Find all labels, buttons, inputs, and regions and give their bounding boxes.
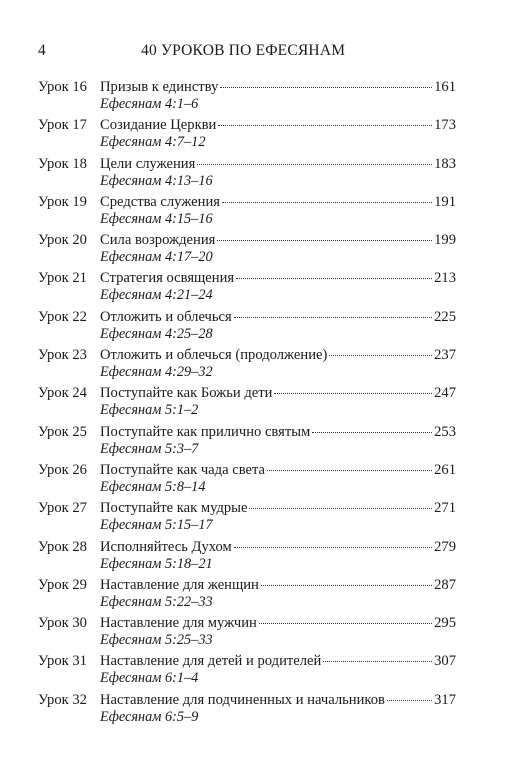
page-reference: 213 [434, 270, 456, 287]
toc-entry [38, 462, 456, 500]
toc-entry-line [100, 117, 456, 134]
scripture-reference: Ефесянам 4:13–16 [100, 172, 213, 189]
dot-leader [220, 87, 432, 88]
lesson-number: Урок 28 [38, 538, 87, 555]
lesson-title: Стратегия освящения [100, 270, 235, 287]
scripture-reference: Ефесянам 5:22–33 [100, 593, 213, 610]
table-of-contents [38, 79, 456, 730]
page-reference: 191 [434, 193, 456, 210]
dot-leader [197, 164, 432, 165]
dot-leader [234, 317, 432, 318]
dot-leader [222, 202, 432, 203]
lesson-title: Отложить и облечься [100, 308, 232, 325]
lesson-number: Урок 20 [38, 232, 87, 249]
toc-entry-line [100, 385, 456, 402]
page-reference: 287 [434, 576, 456, 593]
lesson-number: Урок 24 [38, 385, 87, 402]
lesson-number: Урок 31 [38, 653, 87, 670]
dot-leader [274, 393, 432, 394]
page-reference: 295 [434, 615, 456, 632]
page-number: 4 [38, 42, 46, 59]
toc-entry-line [100, 692, 456, 709]
scripture-reference: Ефесянам 4:1–6 [100, 96, 199, 112]
toc-entry [38, 653, 456, 691]
page-reference: 261 [434, 461, 456, 478]
lesson-number: Урок 22 [38, 308, 87, 325]
page-reference: 271 [434, 500, 456, 517]
lesson-number: Урок 32 [38, 691, 87, 708]
lesson-title: Средства служения [100, 193, 220, 210]
toc-entry [38, 79, 456, 117]
lesson-number: Урок 30 [38, 615, 87, 632]
lesson-title: Призыв к единству [100, 79, 219, 95]
toc-entry-line [100, 539, 456, 556]
toc-entry-line [100, 270, 456, 287]
lesson-title: Отложить и облечься (продолжение) [100, 347, 328, 364]
scripture-reference: Ефесянам 4:15–16 [100, 210, 213, 227]
dot-leader [261, 585, 432, 586]
page-reference: 307 [434, 653, 456, 670]
page-reference: 225 [434, 308, 456, 325]
dot-leader [387, 700, 432, 701]
toc-entry-line [100, 309, 456, 326]
toc-entry [38, 424, 456, 462]
lesson-number: Урок 19 [38, 193, 87, 210]
scripture-reference: Ефесянам 6:1–4 [100, 670, 199, 687]
dot-leader [249, 508, 432, 509]
toc-entry-line [100, 653, 456, 670]
dot-leader [323, 661, 432, 662]
lesson-title: Поступайте как прилично святым [100, 423, 311, 440]
dot-leader [267, 470, 432, 471]
lesson-number: Урок 25 [38, 423, 87, 440]
lesson-number: Урок 16 [38, 79, 87, 95]
toc-entry [38, 232, 456, 270]
page-reference: 183 [434, 155, 456, 172]
scripture-reference: Ефесянам 5:18–21 [100, 555, 213, 572]
lesson-number: Урок 17 [38, 117, 87, 134]
toc-entry-line [100, 462, 456, 479]
toc-entry-line [100, 424, 456, 441]
page-reference: 253 [434, 423, 456, 440]
dot-leader [234, 547, 432, 548]
lesson-title: Поступайте как чада света [100, 461, 266, 478]
dot-leader [259, 623, 432, 624]
lesson-number: Урок 26 [38, 461, 87, 478]
lesson-number: Урок 27 [38, 500, 87, 517]
toc-entry-line [100, 577, 456, 594]
scripture-reference: Ефесянам 4:25–28 [100, 325, 213, 342]
toc-entry [38, 194, 456, 232]
lesson-title: Цели служения [100, 155, 196, 172]
lesson-title: Поступайте как мудрые [100, 500, 248, 517]
toc-entry-line [100, 156, 456, 173]
toc-entry [38, 309, 456, 347]
lesson-number: Урок 29 [38, 576, 87, 593]
toc-entry [38, 385, 456, 423]
toc-entry [38, 539, 456, 577]
toc-entry [38, 500, 456, 538]
toc-entry [38, 577, 456, 615]
toc-entry [38, 270, 456, 308]
toc-entry-line [100, 347, 456, 364]
scripture-reference: Ефесянам 4:17–20 [100, 249, 213, 266]
lesson-number: Урок 18 [38, 155, 87, 172]
scripture-reference: Ефесянам 4:7–12 [100, 134, 206, 151]
page-reference: 237 [434, 347, 456, 364]
dot-leader [312, 432, 432, 433]
toc-entry [38, 156, 456, 194]
toc-entry-line [100, 232, 456, 249]
lesson-title: Созидание Церкви [100, 117, 217, 134]
page-reference: 161 [434, 79, 456, 95]
page-header [38, 42, 467, 66]
toc-entry-line [100, 194, 456, 211]
toc-entry-line [100, 615, 456, 632]
page-reference: 247 [434, 385, 456, 402]
dot-leader [218, 125, 432, 126]
page-reference: 173 [434, 117, 456, 134]
running-title: 40 УРОКОВ ПО ЕФЕСЯНАМ [141, 42, 346, 59]
lesson-title: Наставление для мужчин [100, 615, 257, 632]
toc-entry [38, 117, 456, 155]
scripture-reference: Ефесянам 4:29–32 [100, 364, 213, 381]
toc-entry [38, 347, 456, 385]
lesson-title: Исполняйтесь Духом [100, 538, 232, 555]
toc-entry-line [100, 79, 456, 96]
page-reference: 199 [434, 232, 456, 249]
toc-entry-line [100, 500, 456, 517]
lesson-title: Наставление для подчиненных и начальников [100, 691, 385, 708]
toc-entry [38, 615, 456, 653]
scripture-reference: Ефесянам 6:5–9 [100, 708, 199, 725]
lesson-title: Сила возрождения [100, 232, 216, 249]
scripture-reference: Ефесянам 5:25–33 [100, 632, 213, 649]
lesson-number: Урок 23 [38, 347, 87, 364]
scripture-reference: Ефесянам 5:3–7 [100, 440, 199, 457]
lesson-title: Поступайте как Божьи дети [100, 385, 273, 402]
page-reference: 279 [434, 538, 456, 555]
scripture-reference: Ефесянам 5:8–14 [100, 478, 206, 495]
page-reference: 317 [434, 691, 456, 708]
toc-entry [38, 692, 456, 730]
scripture-reference: Ефесянам 5:15–17 [100, 517, 213, 534]
dot-leader [329, 355, 432, 356]
dot-leader [236, 278, 432, 279]
scripture-reference: Ефесянам 5:1–2 [100, 402, 199, 419]
dot-leader [217, 240, 432, 241]
lesson-title: Наставление для детей и родителей [100, 653, 322, 670]
scripture-reference: Ефесянам 4:21–24 [100, 287, 213, 304]
lesson-title: Наставление для женщин [100, 576, 259, 593]
lesson-number: Урок 21 [38, 270, 87, 287]
